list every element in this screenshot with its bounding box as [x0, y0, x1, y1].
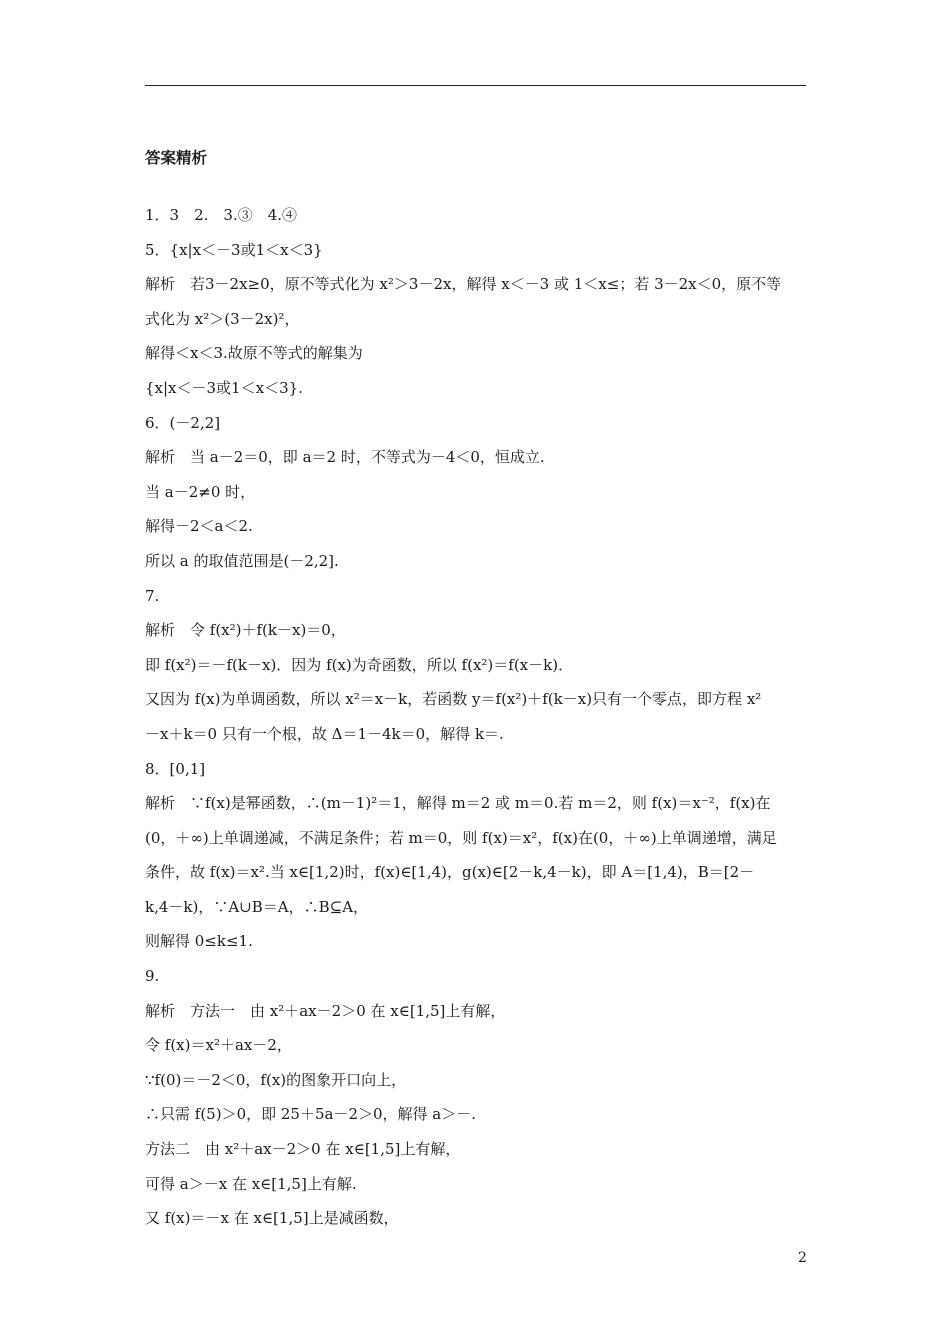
text-line: ∵f(0)＝－2＜0，f(x)的图象开口向上， — [145, 1070, 407, 1089]
text-line: 解析 令 f(x²)＋f(k－x)＝0， — [145, 621, 346, 640]
text-line: 又 f(x)＝－x 在 x∈[1,5]上是减函数， — [145, 1209, 399, 1228]
text-line: 5．{x|x＜－3或1＜x＜3} — [145, 240, 323, 259]
text-line: 解得－2＜a＜2. — [145, 517, 253, 536]
text-line: (0，＋∞)上单调递减，不满足条件；若 m＝0，则 f(x)＝x²，f(x)在(0，＋∞)上单调递增，满足 — [145, 828, 777, 847]
text-line: 令 f(x)＝x²＋ax－2， — [145, 1036, 292, 1055]
text-line: k,4－k)，∵A∪B＝A，∴B⊆A， — [145, 897, 369, 916]
answer-body — [145, 198, 807, 1236]
text-line: 解得＜x＜3.故原不等式的解集为 — [145, 344, 363, 363]
text-line: 即 f(x²)＝－f(k－x)．因为 f(x)为奇函数，所以 f(x²)＝f(x－k)． — [145, 655, 574, 674]
text-line: ∴只需 f(5)＞0，即 25＋5a－2＞0，解得 a＞－. — [145, 1105, 477, 1124]
text-line: 解析 方法一 由 x²＋ax－2＞0 在 x∈[1,5]上有解， — [145, 1001, 506, 1020]
text-line: 方法二 由 x²＋ax－2＞0 在 x∈[1,5]上有解， — [145, 1140, 461, 1159]
page-number: 2 — [798, 1250, 807, 1266]
text-line: 解析 当 a－2＝0，即 a＝2 时，不等式为－4＜0，恒成立. — [145, 448, 545, 467]
header-rule — [145, 85, 806, 86]
text-line: 9. — [145, 967, 160, 986]
text-line: 6．(－2,2] — [145, 413, 221, 432]
text-line: 条件，故 f(x)＝x².当 x∈[1,2)时，f(x)∈[1,4)，g(x)∈[2－k,4－k)，即 A＝[1,4)，B＝[2－ — [145, 863, 755, 882]
text-line: 8．[0,1] — [145, 759, 206, 778]
text-line: 解析 ∵f(x)是幂函数，∴(m－1)²＝1，解得 m＝2 或 m＝0.若 m＝2，则 f(x)＝x⁻²，f(x)在 — [145, 794, 771, 813]
text-line: 式化为 x²＞(3－2x)²， — [145, 309, 300, 328]
text-line: 又因为 f(x)为单调函数，所以 x²＝x－k，若函数 y＝f(x²)＋f(k－x)只有一个零点，即方程 x² — [145, 690, 762, 709]
section-heading: 答案精析 — [145, 149, 208, 167]
text-line: {x|x＜－3或1＜x＜3}. — [145, 378, 303, 397]
text-line: －x＋k＝0 只有一个根，故 Δ＝1－4k＝0，解得 k＝. — [145, 724, 504, 743]
text-line: 可得 a＞－x 在 x∈[1,5]上有解. — [145, 1174, 357, 1193]
text-line: 则解得 0≤k≤1. — [145, 932, 253, 951]
text-line: 解析 若3－2x≥0，原不等式化为 x²＞3－2x，解得 x＜－3 或 1＜x≤；若 3－2x＜0，原不等 — [145, 275, 782, 294]
text-line: 7. — [145, 586, 160, 605]
text-line: 当 a－2≠0 时， — [145, 482, 256, 501]
text-line: 1．3 2. 3.③ 4.④ — [145, 206, 298, 224]
text-line: 所以 a 的取值范围是(－2,2]. — [145, 551, 339, 570]
